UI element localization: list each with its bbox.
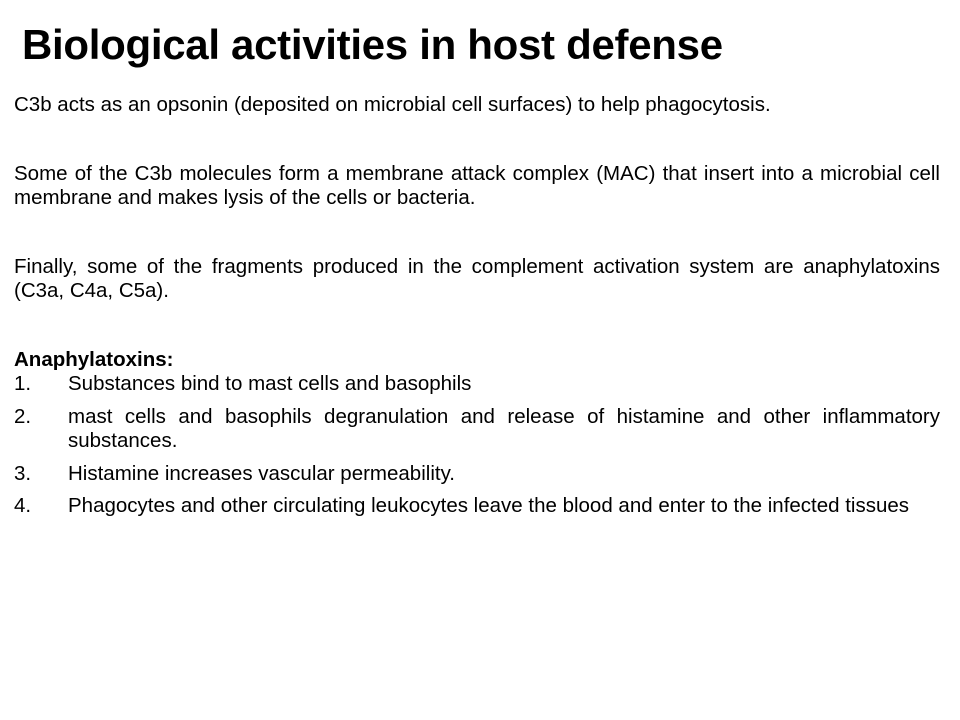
paragraph-mac: Some of the C3b molecules form a membrane attack complex (MAC) that insert into a microbial cell membrane and makes lysis of the cells or bacteria. xyxy=(14,161,940,209)
list-item xyxy=(14,405,940,454)
list-item xyxy=(14,462,940,487)
slide-title: Biological activities in host defense xyxy=(22,21,723,68)
list-item-number: 4. xyxy=(14,494,32,517)
list-item-text: Phagocytes and other circulating leukocytes leave the blood and enter to the infected tissues xyxy=(68,494,910,517)
list-item xyxy=(14,372,940,397)
paragraph-opsonin: C3b acts as an opsonin (deposited on microbial cell surfaces) to help phagocytosis. xyxy=(14,93,771,116)
paragraph-anaphylatoxins: Finally, some of the fragments produced in the complement activation system are anaphylatoxins (C3a, C4a, C5a). xyxy=(14,254,940,302)
list-item-text: Substances bind to mast cells and basophils xyxy=(68,372,472,395)
list-item-number: 1. xyxy=(14,372,32,395)
slide-body xyxy=(14,93,940,527)
list-item-text: Histamine increases vascular permeability. xyxy=(68,461,455,485)
list-item-number: 2. xyxy=(14,404,32,428)
list-item-text: mast cells and basophils degranulation and release of histamine and other inflammatory substances. xyxy=(68,404,940,452)
list-item-number: 3. xyxy=(14,461,32,485)
list-item xyxy=(14,494,940,519)
anaphylatoxin-list xyxy=(14,372,940,519)
list-heading: Anaphylatoxins: xyxy=(14,347,174,371)
